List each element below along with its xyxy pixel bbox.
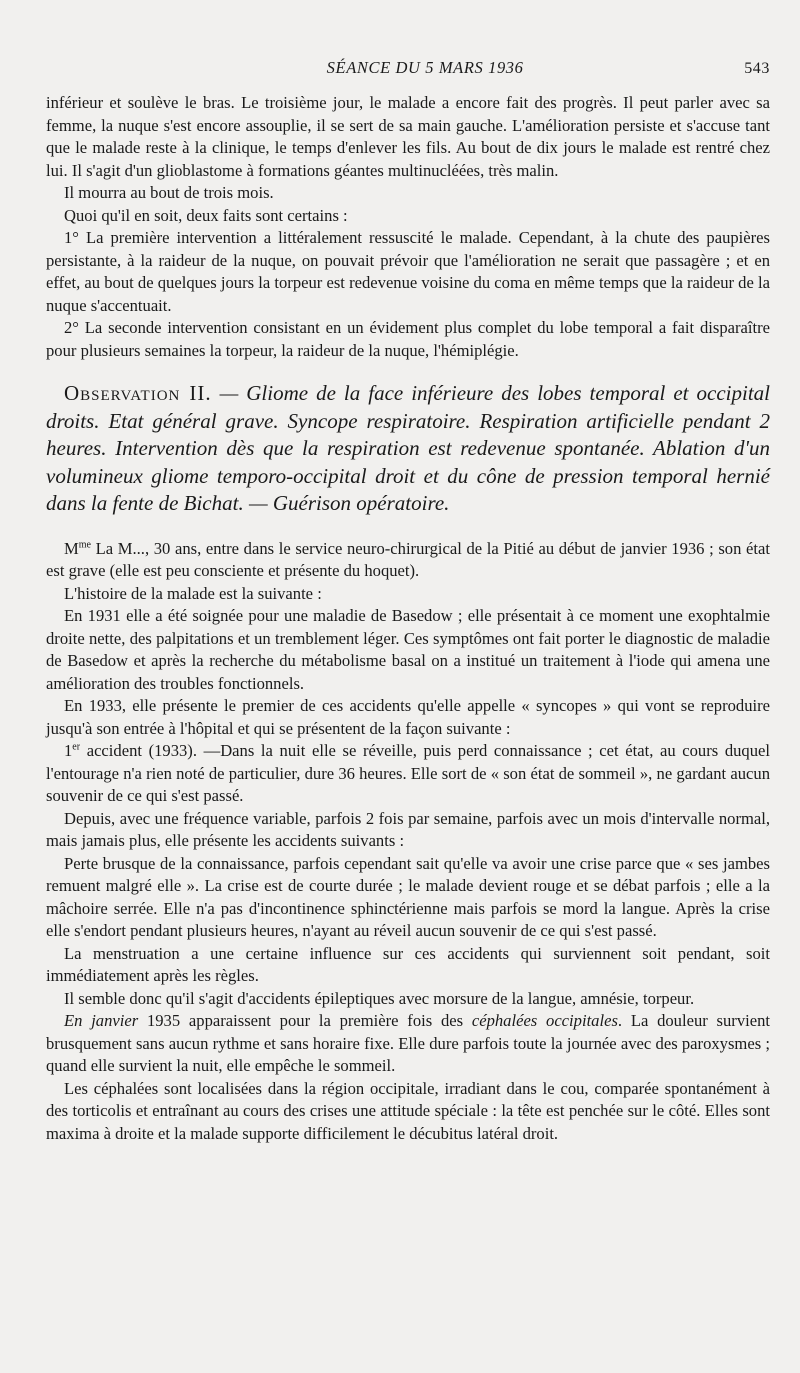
italic-emphasis: céphalées occipitales [471,1011,618,1030]
accident-ordinal: er [72,741,81,753]
italic-lead: En janvier [64,1011,139,1030]
paragraph: Depuis, avec une fréquence variable, parfois 2 fois par semaine, parfois avec un mois d'intervalle normal, mais jamais plus, elle présente les accidents suivants : [46,808,770,850]
paragraph: inférieur et soulève le bras. Le troisième jour, le malade a encore fait des progrès. Il peut parler avec sa femme, la nuque s'est encore assouplie, il se sert de sa main gauche. L'amélioration persiste et s'accuse tant que le malade reste à la clinique, le temps d'enlever les fils. Au bout de dix jours le malade est rentré chez lui. Il s'agit d'un glioblastome à formations géantes multinucléées, très malin. [46,93,770,180]
running-header [46,58,770,78]
paragraph: 2° La seconde intervention consistant en un évidement plus complet du lobe temporal a fait disparaître pour plusieurs semaines la torpeur, la raideur de la nuque, l'hémiplégie. [46,318,770,360]
section-gap [46,362,770,380]
paragraph-janvier [46,1010,770,1078]
observation-title: — Gliome de la face inférieure des lobes temporal et occipital droits. Etat général grave. Syncope respiratoire. Respiration artificielle pendant 2 heures. Intervention dès que la respiration est redevenue spontanée. Ablation d'un volumineux gliome temporo-occipital droit et du cône de pression temporal hernié dans la fente de Bichat. — Guérison opératoire. [46,381,770,515]
observation-label: Observation II. [64,381,212,405]
paragraph-accident [46,740,770,808]
observation-heading [46,380,770,518]
paragraph: La menstruation a une certaine influence sur ces accidents qui surviennent soit pendant, soit immédiatement après les règles. [46,943,770,985]
paragraph-text: . La douleur survient brusquement sans aucun rythme et sans horaire fixe. Elle dure parfois toute la journée avec des paroxysmes ; quand elle survient la nuit, elle empêche le sommeil. [46,1011,770,1075]
abbr-me: me [78,538,91,550]
paragraph: En 1931 elle a été soignée pour une maladie de Basedow ; elle présentait à ce moment une exophtalmie droite nette, des palpitations et un tremblement léger. Ces symptômes ont fait porter le diagnostic de maladie de Basedow et après la recherche du métabolisme basal on a institué un traitement à l'iode qui amena une amélioration des troubles fonctionnels. [46,606,770,693]
paragraph-text: 1935 apparaissent pour la première fois des [138,1011,472,1030]
paragraph: Il mourra au bout de trois mois. [64,183,274,202]
abbr-m: M [64,538,79,558]
paragraph-text: La M..., 30 ans, entre dans le service neuro-chirurgical de la Pitié au début de janvier 1936 ; son état est grave (elle est peu consciente et présente du hoquet). [46,538,770,580]
paragraph: L'histoire de la malade est la suivante : [64,583,322,603]
page-number: 543 [744,60,770,77]
paragraph: Quoi qu'il en soit, deux faits sont certains : [64,205,348,225]
paragraph: Les céphalées sont localisées dans la région occipitale, irradiant dans le cou, comparée spontanément à des torticolis et entraînant au cours des crises une attitude spéciale : la tête est penchée sur le côté. Elles sont maxima à droite et la malade supporte difficilement le décubitus latéral droit. [46,1078,770,1143]
paragraph: Perte brusque de la connaissance, parfois cependant sait qu'elle va avoir une crise parce que « ses jambes remuent malgré elle ». La crise est de courte durée ; le malade devient rouge et se débat parfois ; elle a la mâchoire serrée. Elle n'a pas d'incontinence sphinctérienne mais parfois se mord la langue. Après la crise elle s'endort pendant plusieurs heures, n'ayant au réveil aucun souvenir de ce qui s'est passé. [46,853,770,940]
paragraph-text: accident (1933). —Dans la nuit elle se réveille, puis perd connaissance ; cet état, au cours duquel l'entourage n'a rien noté de particulier, dure 36 heures. Elle sort de « son état de sommeil », ne gardant aucun souvenir de ce qui s'est passé. [46,741,770,805]
paragraph: Il semble donc qu'il s'agit d'accidents épileptiques avec morsure de la langue, amnésie, torpeur. [64,988,695,1008]
paragraph: 1° La première intervention a littéralement ressuscité le malade. Cependant, à la chute des paupières persistante, à la raideur de la nuque, on pouvait prévoir que l'amélioration ne serait que passagère ; et en effet, au bout de quelques jours la torpeur est redevenue voisine du coma en même temps que la raideur de la nuque s'accentuait. [46,228,770,315]
accident-number: 1 [64,741,73,760]
header-title: SÉANCE DU 5 MARS 1936 [326,58,524,77]
paragraph: En 1933, elle présente le premier de ces accidents qu'elle appelle « syncopes » qui vont se reproduire jusqu'à son entrée à l'hôpital et qui se présentent de la façon suivante : [46,696,770,738]
paragraph-mme [46,538,770,583]
